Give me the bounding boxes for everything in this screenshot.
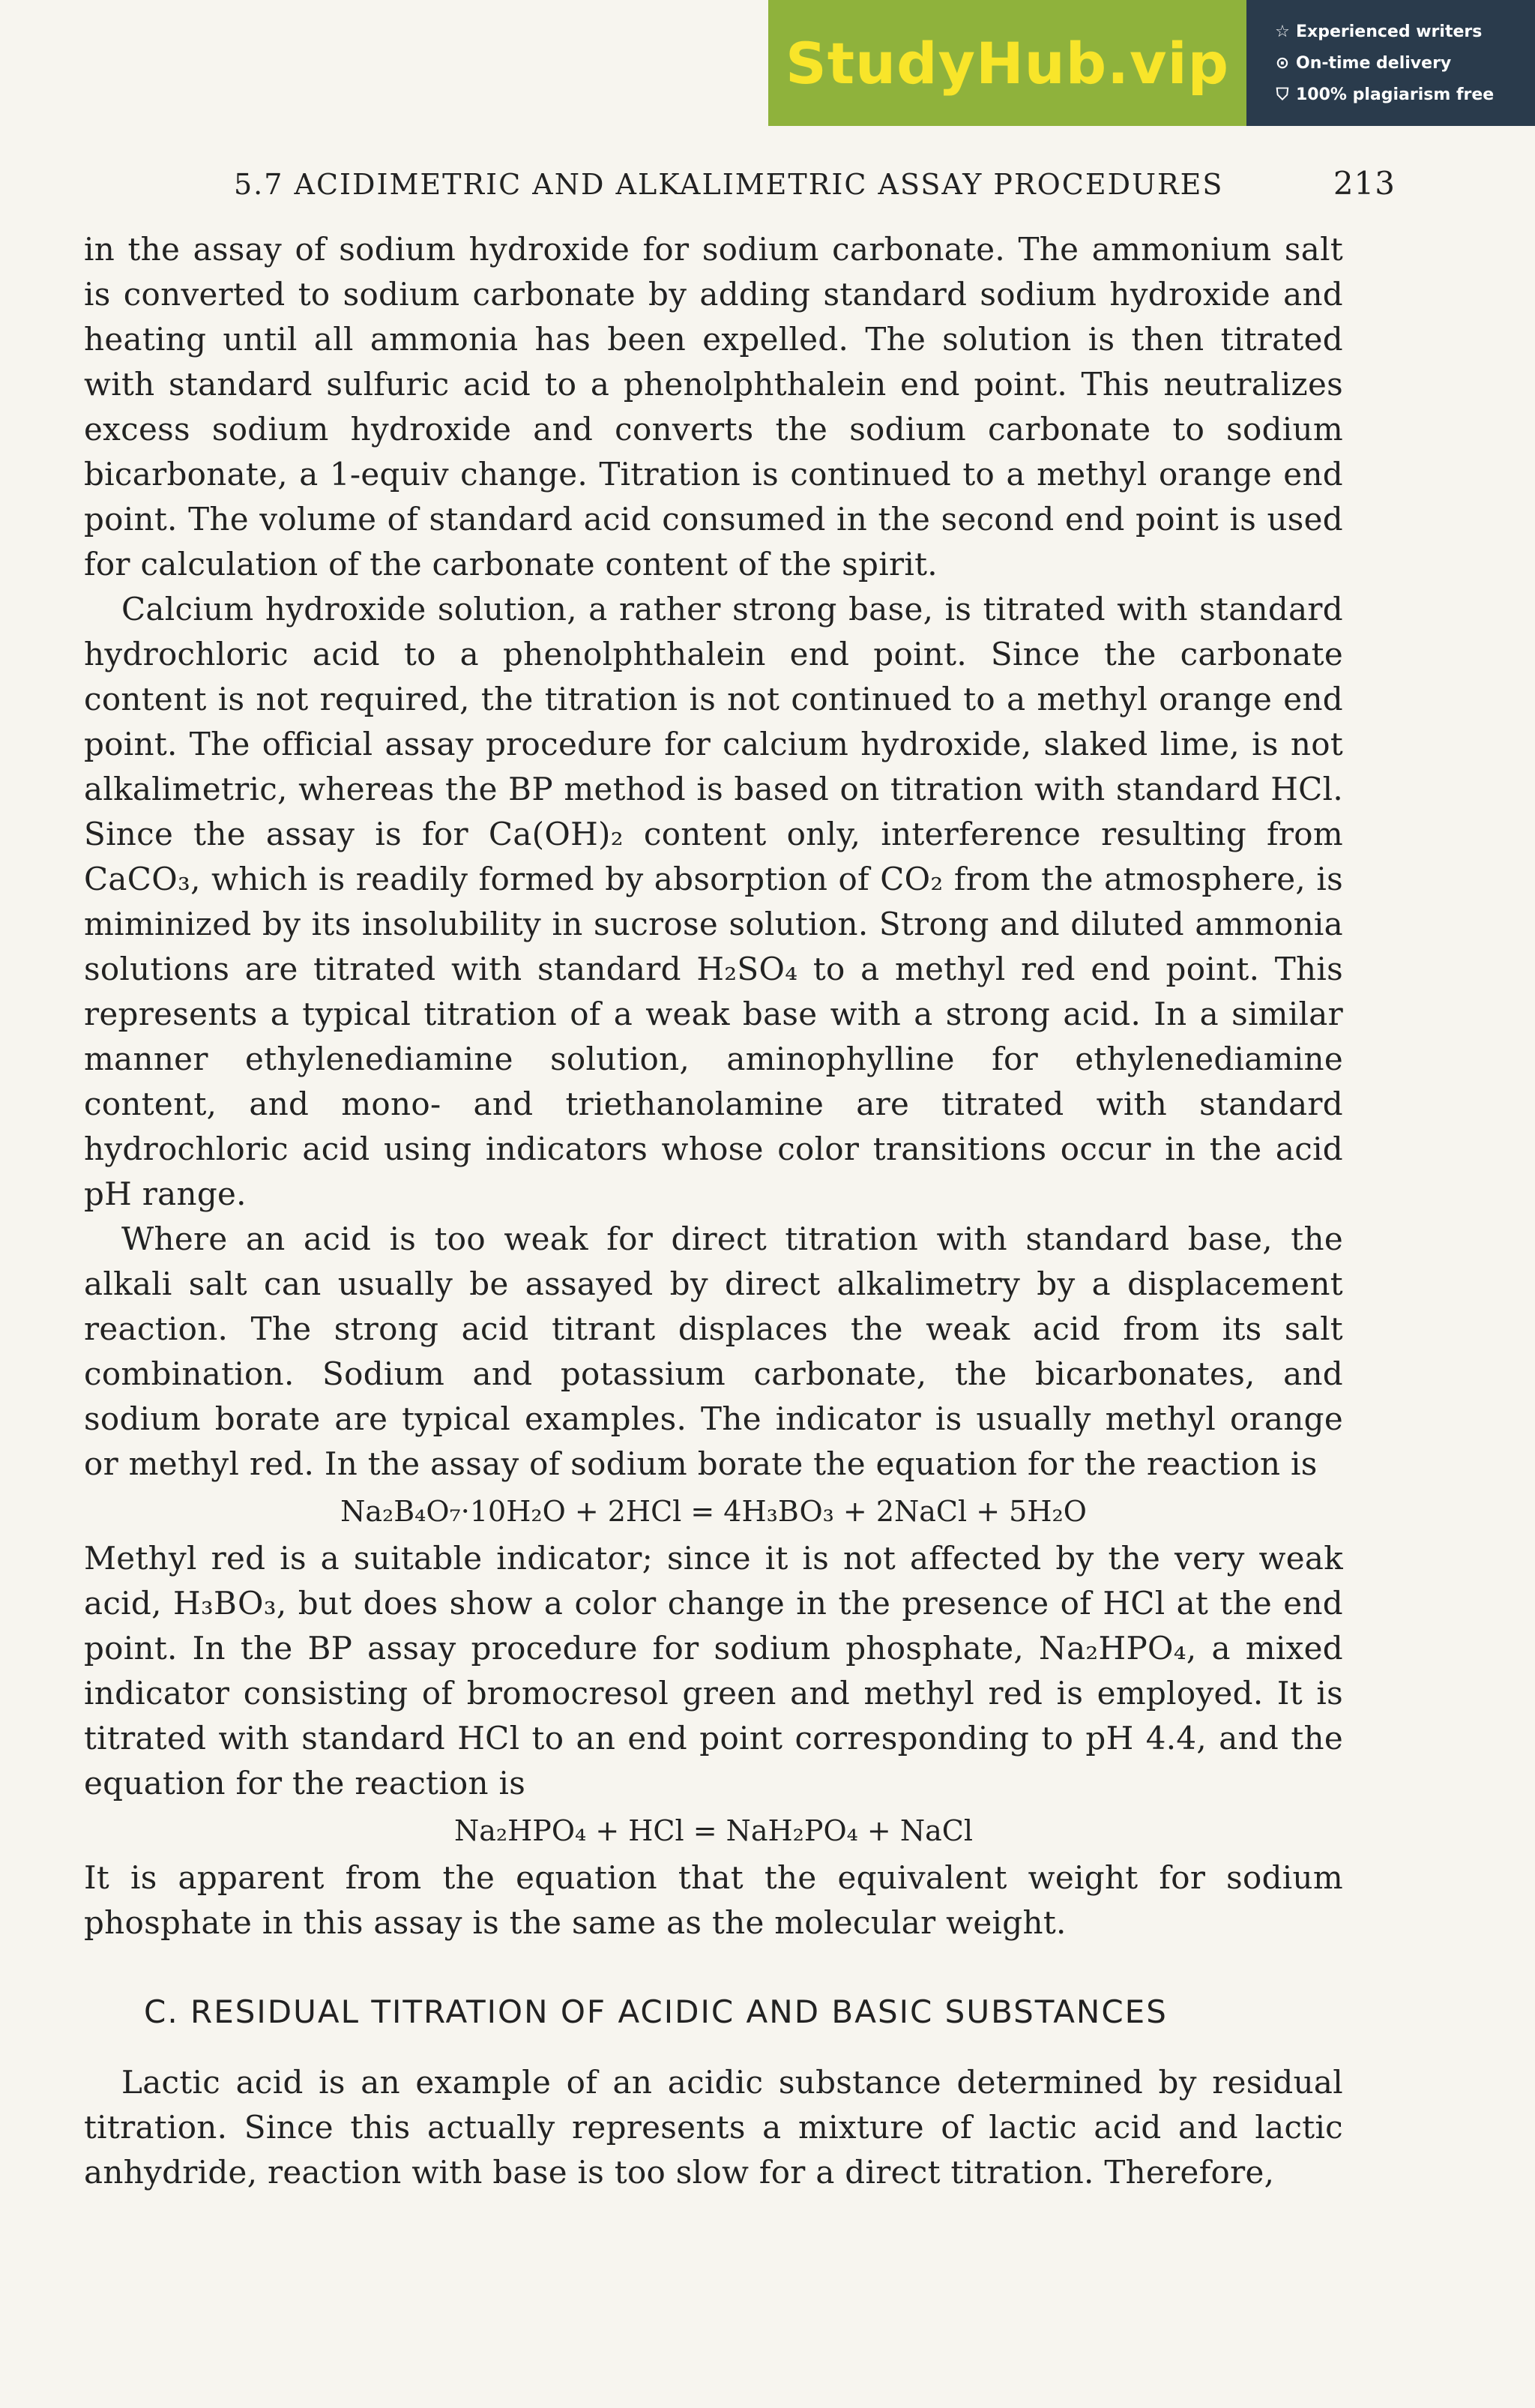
feature-label: On-time delivery <box>1296 53 1452 73</box>
feature-on-time-delivery <box>1275 49 1535 76</box>
equation-sodium-phosphate: Na₂HPO₄ + HCl = NaH₂PO₄ + NaCl <box>454 1814 973 1847</box>
paragraph-4: Methyl red is a suitable indicator; since it is not affected by the very weak acid, H₃BO₃, but does show a color change in the presence of HCl at the end point. In the BP assay procedure for sodium phosphate, Na₂HPO₄, a mixed indicator consisting of bromocresol green and methyl red is employed. It is titrated with standard HCl to an end point corresponding to pH 4.4, and the equation for the reaction is <box>84 1540 1343 1802</box>
paragraph-2: Calcium hydroxide solution, a rather strong base, is titrated with standard hydrochloric acid to a phenolphthalein end point. Since the carbonate content is not required, the titration is not continued to a methyl orange end point. The official assay procedure for calcium hydroxide, slaked lime, is not alkalimetric, whereas the BP method is based on titration with standard HCl. Since the assay is for Ca(OH)₂ content only, interference resulting from CaCO₃, which is readily formed by absorption of CO₂ from the atmosphere, is miminized by its insolubility in sucrose solution. Strong and diluted ammonia solutions are titrated with standard H₂SO₄ to a methyl red end point. This represents a typical titration of a weak base with a strong acid. In a similar manner ethylenediamine solution, aminophylline for ethylenediamine content, and mono- and triethanolamine are titrated with standard hydrochloric acid using indicators whose color transitions occur in the acid pH range. <box>84 591 1343 1212</box>
feature-label: 100% plagiarism free <box>1296 85 1495 104</box>
ad-banner[interactable] <box>768 0 1535 126</box>
shield-icon: ⛉ <box>1276 85 1289 104</box>
section-heading: C. RESIDUAL TITRATION OF ACIDIC AND BASIC SUBSTANCES <box>144 1993 1168 2030</box>
logo-text: StudyHub.vip <box>785 29 1230 97</box>
paragraph-3: Where an acid is too weak for direct titration with standard base, the alkali salt can usually be assayed by direct alkalimetry by a displacement reaction. The strong acid titrant displaces the weak acid from its salt combination. Sodium and potassium carbonate, the bicarbonates, and sodium borate are typical examples. The indicator is usually methyl orange or methyl red. In the assay of sodium borate the equation for the reaction is <box>84 1220 1343 1482</box>
feature-label: Experienced writers <box>1296 22 1483 41</box>
studyhub-logo[interactable] <box>768 0 1246 126</box>
paragraph-6: Lactic acid is an example of an acidic substance determined by residual titration. Since this actually represents a mixture of lactic acid and lactic anhydride, reaction with base is too slow for a direct titration. Therefore, <box>84 2064 1343 2191</box>
star-icon: ☆ <box>1275 22 1290 41</box>
banner-features <box>1246 0 1535 126</box>
feature-experienced-writers <box>1275 18 1535 45</box>
equation-sodium-borate: Na₂B₄O₇·10H₂O + 2HCl = 4H₃BO₃ + 2NaCl + 5H₂O <box>340 1495 1087 1528</box>
clock-icon: ⊙ <box>1275 53 1290 73</box>
paragraph-5: It is apparent from the equation that the equivalent weight for sodium phosphate in this assay is the same as the molecular weight. <box>84 1859 1343 1941</box>
paragraph-1: in the assay of sodium hydroxide for sodium carbonate. The ammonium salt is converted to sodium carbonate by adding standard sodium hydroxide and heating until all ammonia has been expelled. The solution is then titrated with standard sulfuric acid to a phenolphthalein end point. This neutralizes excess sodium hydroxide and converts the sodium carbonate to sodium bicarbonate, a 1-equiv change. Titration is continued to a methyl orange end point. The volume of standard acid consumed in the second end point is used for calculation of the carbonate content of the spirit. <box>84 231 1343 583</box>
page-number: 213 <box>1333 165 1396 202</box>
section-title: 5.7 ACIDIMETRIC AND ALKALIMETRIC ASSAY PROCEDURES <box>234 168 1224 201</box>
feature-plagiarism-free <box>1275 81 1535 108</box>
running-head <box>234 165 1396 202</box>
book-page <box>84 150 1396 2195</box>
